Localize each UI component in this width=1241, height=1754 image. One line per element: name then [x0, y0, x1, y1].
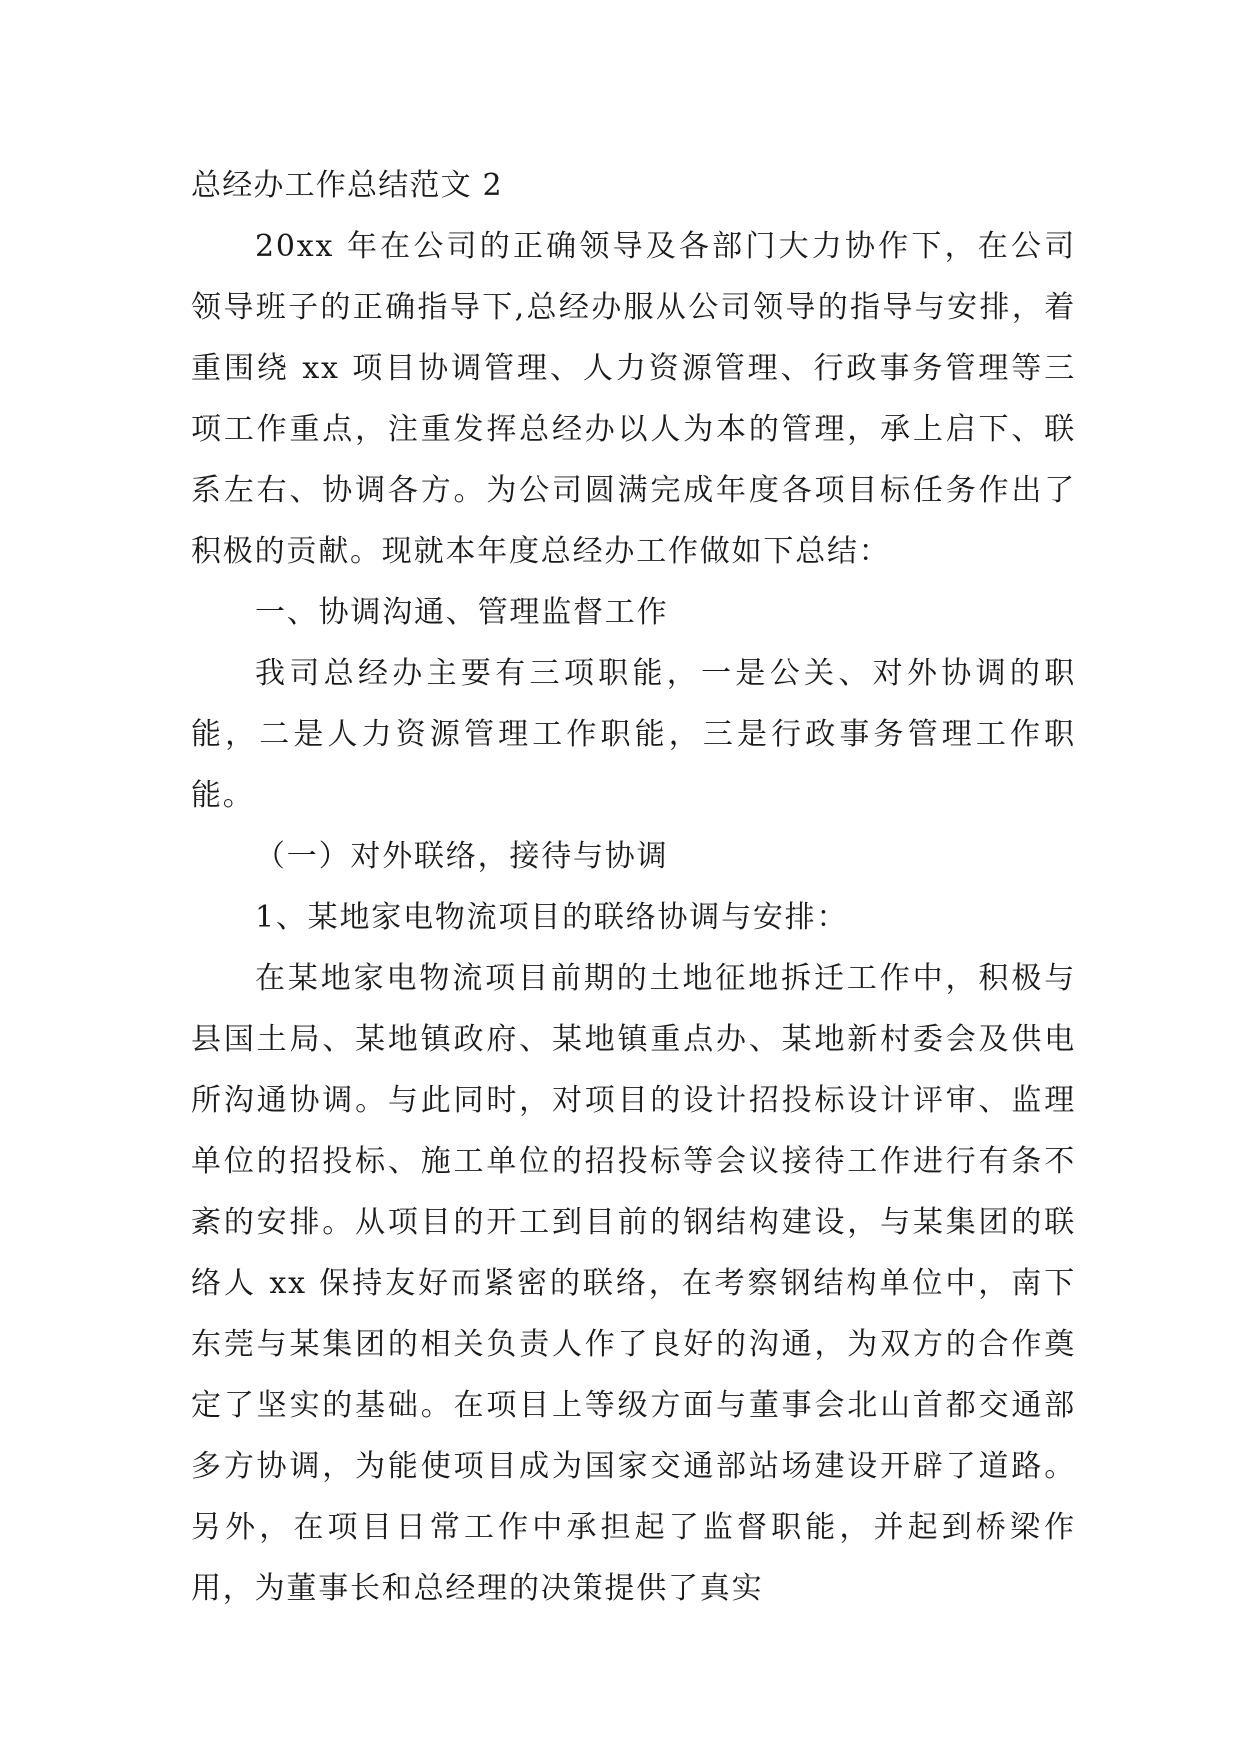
- document-title: 总经办工作总结范文 2: [191, 168, 503, 203]
- item-heading-1: 1、某地家电物流项目的联络协调与安排：: [255, 900, 849, 935]
- functions-paragraph: 我司总经办主要有三项职能，一是公关、对外协调的职能，二是人力资源管理工作职能，三是行政事务管理工作职能。: [191, 656, 1076, 813]
- intro-paragraph: 20xx 年在公司的正确领导及各部门大力协作下，在公司领导班子的正确指导下,总经办服从公司领导的指导与安排，着重围绕 xx 项目协调管理、人力资源管理、行政事务管理等三项工作重点，注重发挥总经办以人为本的管理，承上启下、联系左右、协调各方。为公司圆满完成年度各项目标任务作出了积极的贡献。现就本年度总经办工作做如下总结：: [191, 229, 1076, 569]
- project-paragraph: 在某地家电物流项目前期的土地征地拆迁工作中，积极与县国土局、某地镇政府、某地镇重点办、某地新村委会及供电所沟通协调。与此同时，对项目的设计招投标设计评审、监理单位的招投标、施工单位的招投标等会议接待工作进行有条不紊的安排。从项目的开工到目前的钢结构建设，与某集团的联络人 xx 保持友好而紧密的联络，在考察钢结构单位中，南下东莞与某集团的相关负责人作了良好的沟通，为双方的合作奠定了坚实的基础。在项目上等级方面与董事会北山首都交通部多方协调，为能使项目成为国家交通部站场建设开辟了道路。另外，在项目日常工作中承担起了监督职能，并起到桥梁作用，为董事长和总经理的决策提供了真实: [191, 961, 1076, 1606]
- section-heading-1: 一、协调沟通、管理监督工作: [255, 595, 669, 630]
- subsection-heading-1: （一）对外联络，接待与协调: [255, 839, 669, 874]
- document-body: [191, 155, 1076, 1619]
